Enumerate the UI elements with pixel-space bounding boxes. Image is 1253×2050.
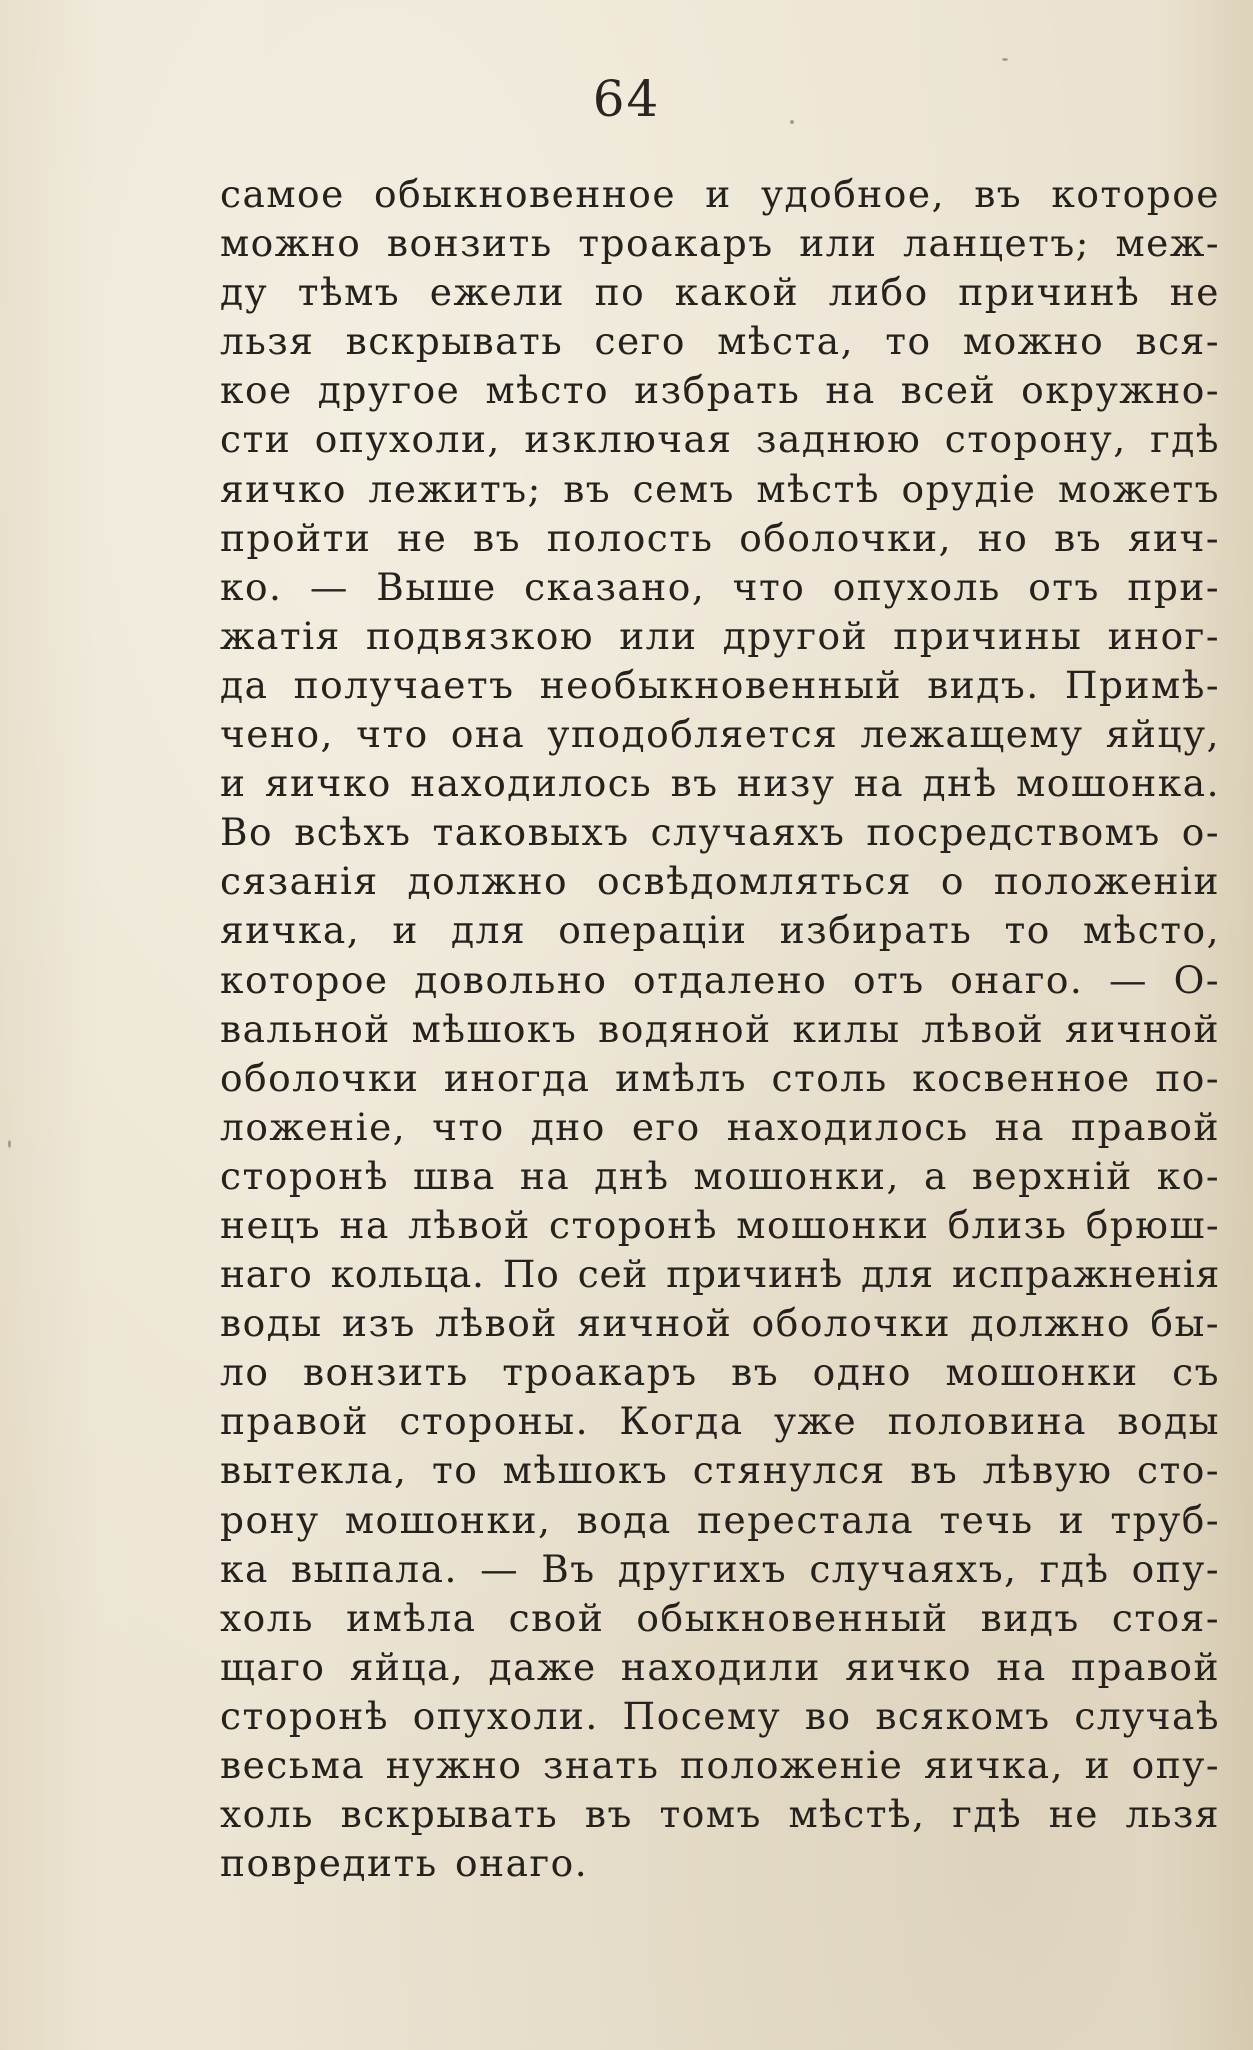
text-line: можно вонзить троакаръ или ланцетъ; меж- — [220, 221, 1220, 266]
text-line: кое другое мѣсто избрать на всей окружно- — [220, 368, 1220, 413]
text-line: жатія подвязкою или другой причины иног- — [220, 613, 1220, 658]
text-line: чено, что она уподобляется лежащему яйцу, — [220, 712, 1220, 757]
text-line: наго кольца. По сей причинѣ для испражненія — [220, 1252, 1220, 1297]
text-line: ко. — Выше сказано, что опухоль отъ при- — [220, 564, 1220, 609]
paper-speck — [1002, 58, 1008, 61]
text-line: пройти не въ полость оболочки, но въ яич- — [220, 515, 1220, 560]
text-line: ка выпала. — Въ другихъ случаяхъ, гдѣ опу- — [220, 1546, 1220, 1591]
text-line: холь имѣла свой обыкновенный видъ стоя- — [220, 1595, 1220, 1640]
text-line: холь вскрывать въ томъ мѣстѣ, гдѣ не льзя — [220, 1792, 1220, 1837]
text-line: яичко лежитъ; въ семъ мѣстѣ орудіе можетъ — [220, 466, 1220, 511]
text-line: Во всѣхъ таковыхъ случаяхъ посредствомъ о- — [220, 810, 1220, 855]
text-line: воды изъ лѣвой яичной оболочки должно бы- — [220, 1301, 1220, 1346]
text-line: сязанія должно освѣдомляться о положеніи — [220, 859, 1220, 904]
text-line: вытекла, то мѣшокъ стянулся въ лѣвую сто- — [220, 1448, 1220, 1493]
text-line: сти опухоли, изключая заднюю сторону, гдѣ — [220, 417, 1220, 462]
text-line: повредить онаго. — [220, 1841, 589, 1886]
paper-speck — [8, 1140, 11, 1148]
text-line: сторонѣ шва на днѣ мошонки, а верхній ко- — [220, 1153, 1220, 1198]
text-line: нецъ на лѣвой сторонѣ мошонки близь брюш- — [220, 1202, 1220, 1247]
page-number: 64 — [592, 70, 661, 128]
text-line: оболочки иногда имѣлъ столь косвенное по- — [220, 1055, 1220, 1100]
text-line: щаго яйца, даже находили яичко на правой — [220, 1644, 1220, 1689]
text-line: самое обыкновенное и удобное, въ которое — [220, 172, 1220, 216]
text-line: ложеніе, что дно его находилось на правой — [220, 1104, 1220, 1149]
text-line: сторонѣ опухоли. Посему во всякомъ случаѣ — [220, 1693, 1220, 1738]
text-line: льзя вскрывать сего мѣста, то можно вся- — [220, 319, 1220, 364]
text-line: да получаетъ необыкновенный видъ. Примѣ- — [220, 662, 1220, 707]
text-line: ло вонзить троакаръ въ одно мошонки съ — [220, 1350, 1220, 1395]
text-line: яичка, и для операціи избирать то мѣсто, — [220, 908, 1220, 953]
text-line: и яичко находилось въ низу на днѣ мошонка. — [220, 761, 1220, 806]
text-line: правой стороны. Когда уже половина воды — [220, 1399, 1220, 1444]
text-line: вальной мѣшокъ водяной килы лѣвой яичной — [220, 1006, 1220, 1051]
text-line: рону мошонки, вода перестала течь и труб- — [220, 1497, 1220, 1542]
text-line: ду тѣмъ ежели по какой либо причинѣ не — [220, 270, 1220, 315]
text-line: которое довольно отдалено отъ онаго. — О- — [220, 957, 1220, 1002]
text-line: весьма нужно знать положеніе яичка, и опу- — [220, 1743, 1220, 1787]
body-text — [220, 170, 1220, 1888]
